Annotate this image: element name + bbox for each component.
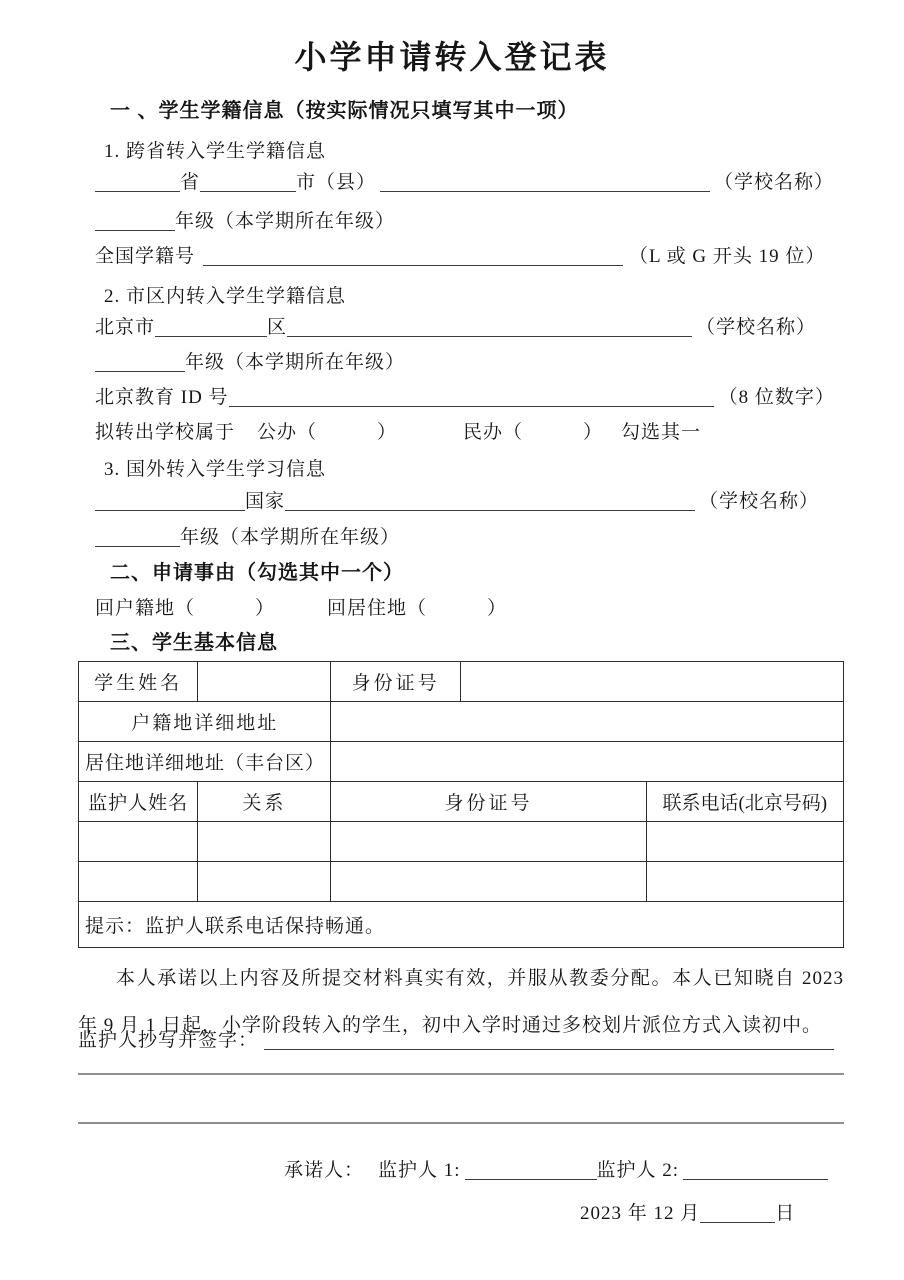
item3-title: 3. 国外转入学生学习信息 (104, 459, 327, 480)
phone-label-cell: 联系电话(北京号码) (646, 782, 843, 822)
declaration-text: 本人承诺以上内容及所提交材料真实有效，并服从教委分配。本人已知晓自 2023 年 9 月 1 日起，小学阶段转入的学生，初中入学时通过多校划片派位方式入读初中。 (78, 968, 844, 1036)
guardian1-label: 监护人 1: (378, 1160, 461, 1181)
edu-id-hint: （8 位数字） (718, 387, 835, 408)
grade-label-2: 年级（本学期所在年级） (185, 352, 406, 373)
country-school-line (95, 491, 819, 513)
national-id-blank-field[interactable] (203, 247, 623, 266)
public-option[interactable]: 公办（ ） (257, 422, 398, 443)
date-day-blank[interactable] (700, 1204, 775, 1223)
handwriting-rule-2 (78, 1122, 844, 1124)
district-school-line (95, 317, 816, 339)
national-id-label: 全国学籍号 (95, 246, 196, 267)
country-label: 国家 (245, 491, 286, 512)
item2-title: 2. 市区内转入学生学籍信息 (104, 286, 347, 307)
school-name-blank-field[interactable] (380, 173, 710, 192)
table-row-guardian-2 (79, 862, 844, 902)
student-name-label-cell: 学生姓名 (79, 662, 198, 702)
district-label: 区 (267, 317, 288, 338)
grade-blank-field-3[interactable] (95, 528, 180, 547)
school-type-line (95, 422, 701, 444)
reason-options-line (95, 598, 507, 620)
handwriting-rule-1 (78, 1073, 844, 1075)
date-row (580, 1203, 795, 1225)
guardian1-id-input-cell[interactable] (331, 822, 646, 862)
grade-line-2 (95, 352, 405, 374)
school-name-hint-2: （学校名称） (696, 317, 817, 338)
section3-heading: 三、学生基本信息 (110, 632, 278, 654)
school-name-hint: （学校名称） (714, 172, 835, 193)
edu-id-blank-field[interactable] (229, 388, 714, 407)
district-blank-field[interactable] (155, 318, 267, 337)
guardian2-signature-blank[interactable] (683, 1161, 828, 1180)
province-label: 省 (180, 172, 201, 193)
grade-line-3 (95, 527, 400, 549)
province-city-school-line (95, 172, 834, 194)
school-name-hint-3: （学校名称） (699, 491, 820, 512)
city-label: 市（县） (296, 172, 377, 193)
residence-address-label-cell: 居住地详细地址（丰台区） (79, 742, 331, 782)
residence-address-input-cell[interactable] (331, 742, 844, 782)
table-row-student (79, 662, 844, 702)
school-name-blank-field-3[interactable] (285, 492, 695, 511)
guardian2-id-input-cell[interactable] (331, 862, 646, 902)
national-id-line (95, 246, 825, 268)
country-blank-field[interactable] (95, 492, 245, 511)
option-residence[interactable]: 回居住地（ ） (327, 598, 508, 619)
relation-label-cell: 关系 (198, 782, 331, 822)
national-id-hint: （L 或 G 开头 19 位） (629, 246, 826, 267)
item1-title: 1. 跨省转入学生学籍信息 (104, 141, 327, 162)
city-blank-field[interactable] (200, 173, 296, 192)
school-name-blank-field-2[interactable] (287, 318, 692, 337)
section1-heading: 一 、学生学籍信息（按实际情况只填写其中一项） (110, 100, 579, 122)
guardian2-relation-input-cell[interactable] (198, 862, 331, 902)
page-title: 小学申请转入登记表 (294, 39, 610, 75)
hukou-address-label-cell: 户籍地详细地址 (79, 702, 331, 742)
table-row-guardian-1 (79, 822, 844, 862)
grade-blank-field-1[interactable] (95, 212, 175, 231)
sign-blank-field[interactable] (264, 1031, 834, 1050)
edu-id-line (95, 387, 835, 409)
date-year-month: 2023 年 12 月 (580, 1203, 701, 1224)
grade-label-3: 年级（本学期所在年级） (180, 527, 401, 548)
table-row-residence-address (79, 742, 844, 782)
grade-label-1: 年级（本学期所在年级） (175, 211, 396, 232)
guardian-name-label-cell: 监护人姓名 (79, 782, 198, 822)
section2-heading: 二、申请事由（勾选其中一个） (110, 562, 404, 584)
school-type-label: 拟转出学校属于 (95, 422, 236, 443)
guardian1-signature-blank[interactable] (465, 1161, 597, 1180)
student-name-input-cell[interactable] (198, 662, 331, 702)
grade-blank-field-2[interactable] (95, 353, 185, 372)
hukou-address-input-cell[interactable] (331, 702, 844, 742)
grade-line-1 (95, 211, 395, 233)
table-row-hukou-address (79, 702, 844, 742)
tip-cell: 提示：监护人联系电话保持畅通。 (79, 902, 844, 948)
guardian1-name-input-cell[interactable] (79, 822, 198, 862)
edu-id-label: 北京教育 ID 号 (95, 387, 229, 408)
guardian-id-label-cell: 身份证号 (331, 782, 646, 822)
beijing-label: 北京市 (95, 317, 156, 338)
guardian1-relation-input-cell[interactable] (198, 822, 331, 862)
signature-row (78, 1160, 828, 1182)
choose-one-note: 勾选其一 (621, 422, 702, 443)
table-row-guardian-header (79, 782, 844, 822)
guardian1-phone-input-cell[interactable] (646, 822, 843, 862)
guardian2-phone-input-cell[interactable] (646, 862, 843, 902)
student-id-label-cell: 身份证号 (331, 662, 460, 702)
guardian2-label: 监护人 2: (596, 1160, 680, 1181)
guardian2-name-input-cell[interactable] (79, 862, 198, 902)
student-id-input-cell[interactable] (460, 662, 843, 702)
province-blank-field[interactable] (95, 173, 180, 192)
option-hukou[interactable]: 回户籍地（ ） (95, 598, 276, 619)
table-row-tip (79, 902, 844, 948)
sign-label: 监护人抄写并签字： (78, 1030, 259, 1051)
student-info-table (78, 661, 844, 948)
promiser-label: 承诺人： (284, 1160, 365, 1181)
sign-line (78, 1030, 834, 1052)
date-day-suffix: 日 (775, 1203, 796, 1224)
private-option[interactable]: 民办（ ） (463, 422, 604, 443)
